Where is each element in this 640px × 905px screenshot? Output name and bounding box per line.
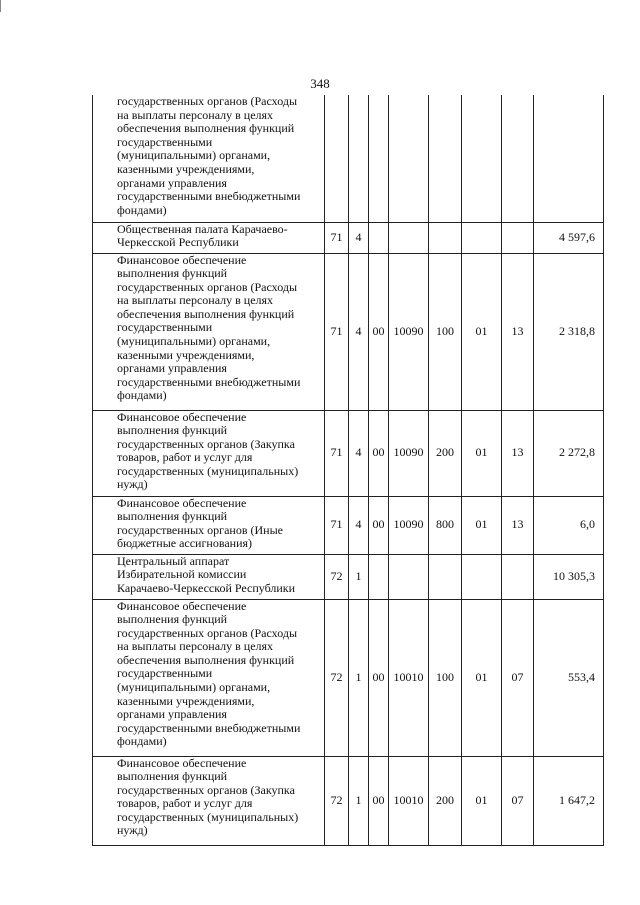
cell-amount: 10 305,3: [534, 554, 604, 599]
cell-amount: 2 272,8: [534, 410, 604, 496]
cell-code-5: [429, 222, 462, 253]
cell-code-3: 00: [369, 756, 389, 845]
cell-code-6: [462, 554, 502, 599]
cell-amount: [534, 95, 604, 222]
table-row: [93, 599, 604, 756]
row-name: Центральный аппарат Избирательной комиссии Карачаево-Черкесской Республики: [93, 554, 325, 599]
cell-code-1: 72: [325, 599, 349, 756]
cell-code-2: 4: [349, 222, 369, 253]
table-row: [93, 756, 604, 845]
cell-code-6: [462, 95, 502, 222]
cell-code-6: 01: [462, 496, 502, 554]
table-row: [93, 496, 604, 554]
cell-code-7: 07: [502, 599, 534, 756]
cell-code-3: 00: [369, 599, 389, 756]
cell-code-1: 72: [325, 554, 349, 599]
cell-amount: 2 318,8: [534, 253, 604, 410]
cell-code-3: 00: [369, 496, 389, 554]
cell-code-6: 01: [462, 410, 502, 496]
cell-code-2: 1: [349, 599, 369, 756]
cell-code-1: 72: [325, 756, 349, 845]
cell-code-6: [462, 222, 502, 253]
cell-code-3: [369, 95, 389, 222]
cell-code-4: 10090: [389, 496, 429, 554]
cell-code-5: 200: [429, 410, 462, 496]
cell-code-7: [502, 222, 534, 253]
cell-amount: 6,0: [534, 496, 604, 554]
table-row: [93, 222, 604, 253]
cell-code-7: 07: [502, 756, 534, 845]
cell-code-5: 100: [429, 253, 462, 410]
row-name: Финансовое обеспечение выполнения функций государственных органов (Иные бюджетные ассигнования): [93, 496, 325, 554]
cell-code-7: 13: [502, 253, 534, 410]
cell-code-7: [502, 95, 534, 222]
cell-code-1: 71: [325, 496, 349, 554]
cell-code-2: 4: [349, 410, 369, 496]
cell-code-7: [502, 554, 534, 599]
cell-code-3: [369, 554, 389, 599]
table-row: [93, 554, 604, 599]
cell-code-4: 10010: [389, 599, 429, 756]
row-name: Финансовое обеспечение выполнения функций государственных органов (Закупка товаров, работ и услуг для государственных (муниципальных) нужд): [93, 756, 325, 845]
row-name: Финансовое обеспечение выполнения функций государственных органов (Расходы на выплаты персоналу в целях обеспечения выполнения функций государственными (муниципальными) органами, казенными учреждениями, органами управления государственными внебюджетными фондами): [93, 253, 325, 410]
page-number: 348: [310, 76, 330, 91]
cell-code-4: 10090: [389, 253, 429, 410]
cell-code-4: 10090: [389, 410, 429, 496]
cell-code-2: 1: [349, 756, 369, 845]
cell-code-3: 00: [369, 410, 389, 496]
cell-amount: 4 597,6: [534, 222, 604, 253]
cell-code-4: 10010: [389, 756, 429, 845]
cell-code-6: 01: [462, 253, 502, 410]
cell-code-2: [349, 95, 369, 222]
cell-code-4: [389, 554, 429, 599]
table-row: [93, 253, 604, 410]
cell-code-4: [389, 95, 429, 222]
cell-code-1: [325, 95, 349, 222]
cell-code-5: 800: [429, 496, 462, 554]
row-name: Финансовое обеспечение выполнения функций государственных органов (Расходы на выплаты персоналу в целях обеспечения выполнения функций государственными (муниципальными) органами, казенными учреждениями, органами управления государственными внебюджетными фондами): [93, 599, 325, 756]
scan-edge-mark: [0, 0, 1, 12]
cell-code-5: [429, 554, 462, 599]
row-name: государственных органов (Расходы на выплаты персоналу в целях обеспечения выполнения функций государственными (муниципальными) органами, казенными учреждениями, органами управления государственными внебюджетными фондами): [93, 95, 325, 222]
cell-amount: 1 647,2: [534, 756, 604, 845]
table-row: [93, 410, 604, 496]
cell-code-1: 71: [325, 222, 349, 253]
cell-amount: 553,4: [534, 599, 604, 756]
table-row: [93, 95, 604, 222]
cell-code-2: 1: [349, 554, 369, 599]
cell-code-4: [389, 222, 429, 253]
cell-code-3: [369, 222, 389, 253]
cell-code-3: 00: [369, 253, 389, 410]
cell-code-6: 01: [462, 599, 502, 756]
cell-code-5: 200: [429, 756, 462, 845]
cell-code-2: 4: [349, 253, 369, 410]
cell-code-6: 01: [462, 756, 502, 845]
cell-code-1: 71: [325, 410, 349, 496]
cell-code-7: 13: [502, 496, 534, 554]
cell-code-5: [429, 95, 462, 222]
cell-code-7: 13: [502, 410, 534, 496]
budget-table: [92, 95, 604, 846]
cell-code-5: 100: [429, 599, 462, 756]
row-name: Финансовое обеспечение выполнения функций государственных органов (Закупка товаров, работ и услуг для государственных (муниципальных) нужд): [93, 410, 325, 496]
row-name: Общественная палата Карачаево- Черкесской Республики: [93, 222, 325, 253]
cell-code-2: 4: [349, 496, 369, 554]
cell-code-1: 71: [325, 253, 349, 410]
